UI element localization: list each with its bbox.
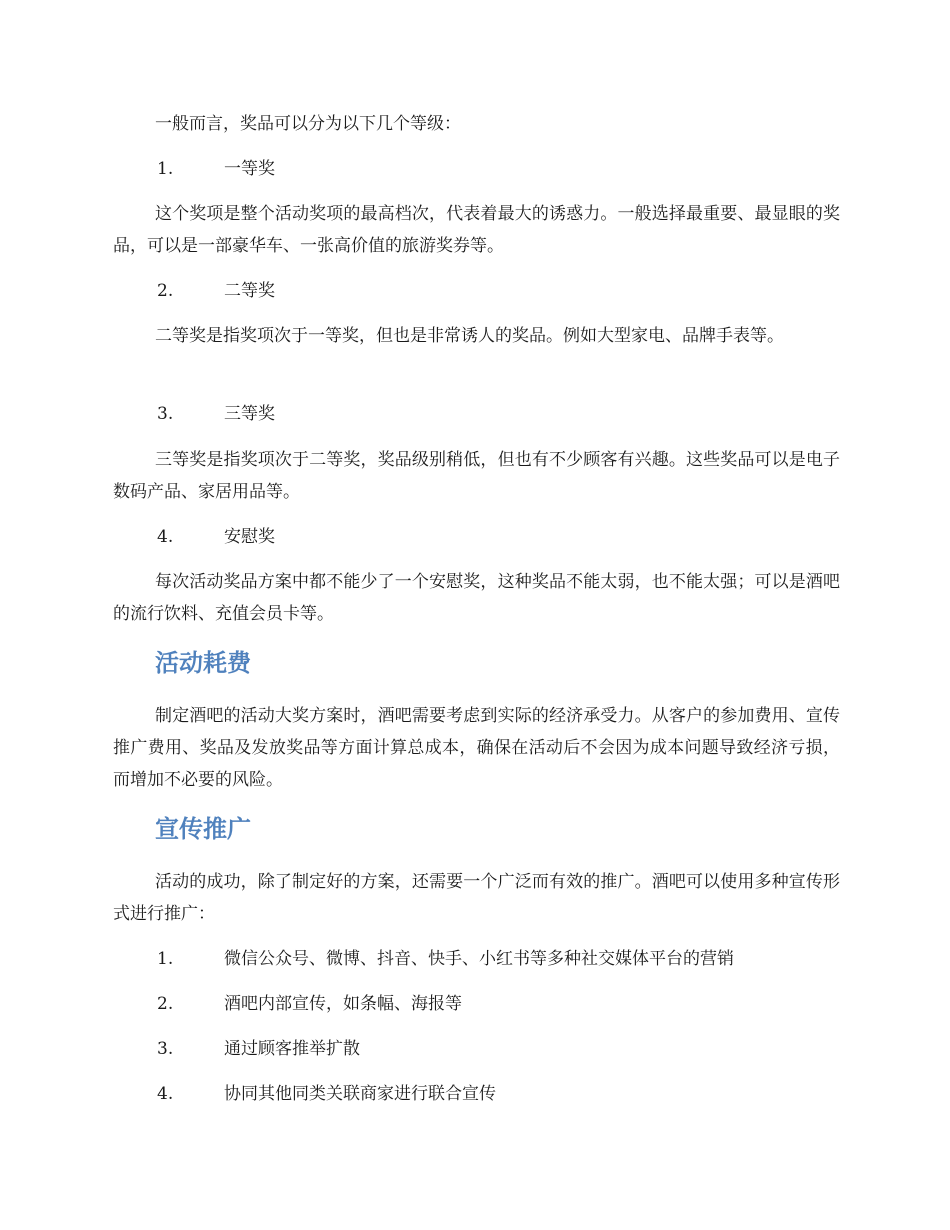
promotion-item-4 <box>157 1080 496 1108</box>
prize-level-2-description: 二等奖是指奖项次于一等奖，但也是非常诱人的奖品。例如大型家电、品牌手表等。 <box>155 326 784 346</box>
promotion-paragraph: 活动的成功，除了制定好的方案，还需要一个广泛而有效的推广。酒吧可以使用多种宣传形式进行推广： <box>113 872 840 924</box>
promotion-item-text: 酒吧内部宣传，如条幅、海报等 <box>224 994 462 1014</box>
list-number: 2. <box>157 281 174 301</box>
list-number: 2. <box>157 994 174 1014</box>
cost-paragraph: 制定酒吧的活动大奖方案时，酒吧需要考虑到实际的经济承受力。从客户的参加费用、宣传推广费用、奖品及发放奖品等方面计算总成本，确保在活动后不会因为成本问题导致经济亏损，而增加不必要的风险。 <box>113 706 840 790</box>
promotion-item-2 <box>157 990 462 1018</box>
prize-level-4-description: 每次活动奖品方案中都不能少了一个安慰奖，这种奖品不能太弱，也不能太强；可以是酒吧的流行饮料、充值会员卡等。 <box>113 572 840 624</box>
list-number: 4. <box>157 527 174 547</box>
list-number: 4. <box>157 1084 174 1104</box>
prize-level-2 <box>157 277 275 305</box>
prize-level-3 <box>157 400 275 428</box>
list-number: 3. <box>157 1039 174 1059</box>
prize-level-name: 安慰奖 <box>224 527 275 547</box>
section-heading-promotion: 宣传推广 <box>155 815 251 843</box>
prize-level-4 <box>157 523 275 551</box>
prize-level-name: 二等奖 <box>224 281 275 301</box>
promotion-item-1 <box>157 945 734 973</box>
section-heading-cost: 活动耗费 <box>155 649 251 677</box>
promotion-item-text: 通过顾客推举扩散 <box>224 1039 360 1059</box>
list-number: 3. <box>157 404 174 424</box>
list-number: 1. <box>157 949 174 969</box>
prize-level-name: 三等奖 <box>224 404 275 424</box>
prize-level-3-description: 三等奖是指奖项次于二等奖，奖品级别稍低，但也有不少顾客有兴趣。这些奖品可以是电子数码产品、家居用品等。 <box>113 450 840 502</box>
prize-intro: 一般而言，奖品可以分为以下几个等级： <box>155 114 461 134</box>
promotion-item-3 <box>157 1035 360 1063</box>
prize-level-1 <box>157 155 275 183</box>
promotion-item-text: 微信公众号、微博、抖音、快手、小红书等多种社交媒体平台的营销 <box>224 949 734 969</box>
promotion-item-text: 协同其他同类关联商家进行联合宣传 <box>224 1084 496 1104</box>
prize-level-1-description: 这个奖项是整个活动奖项的最高档次，代表着最大的诱惑力。一般选择最重要、最显眼的奖品，可以是一部豪华车、一张高价值的旅游奖券等。 <box>113 204 840 256</box>
list-number: 1. <box>157 159 174 179</box>
prize-level-name: 一等奖 <box>224 159 275 179</box>
